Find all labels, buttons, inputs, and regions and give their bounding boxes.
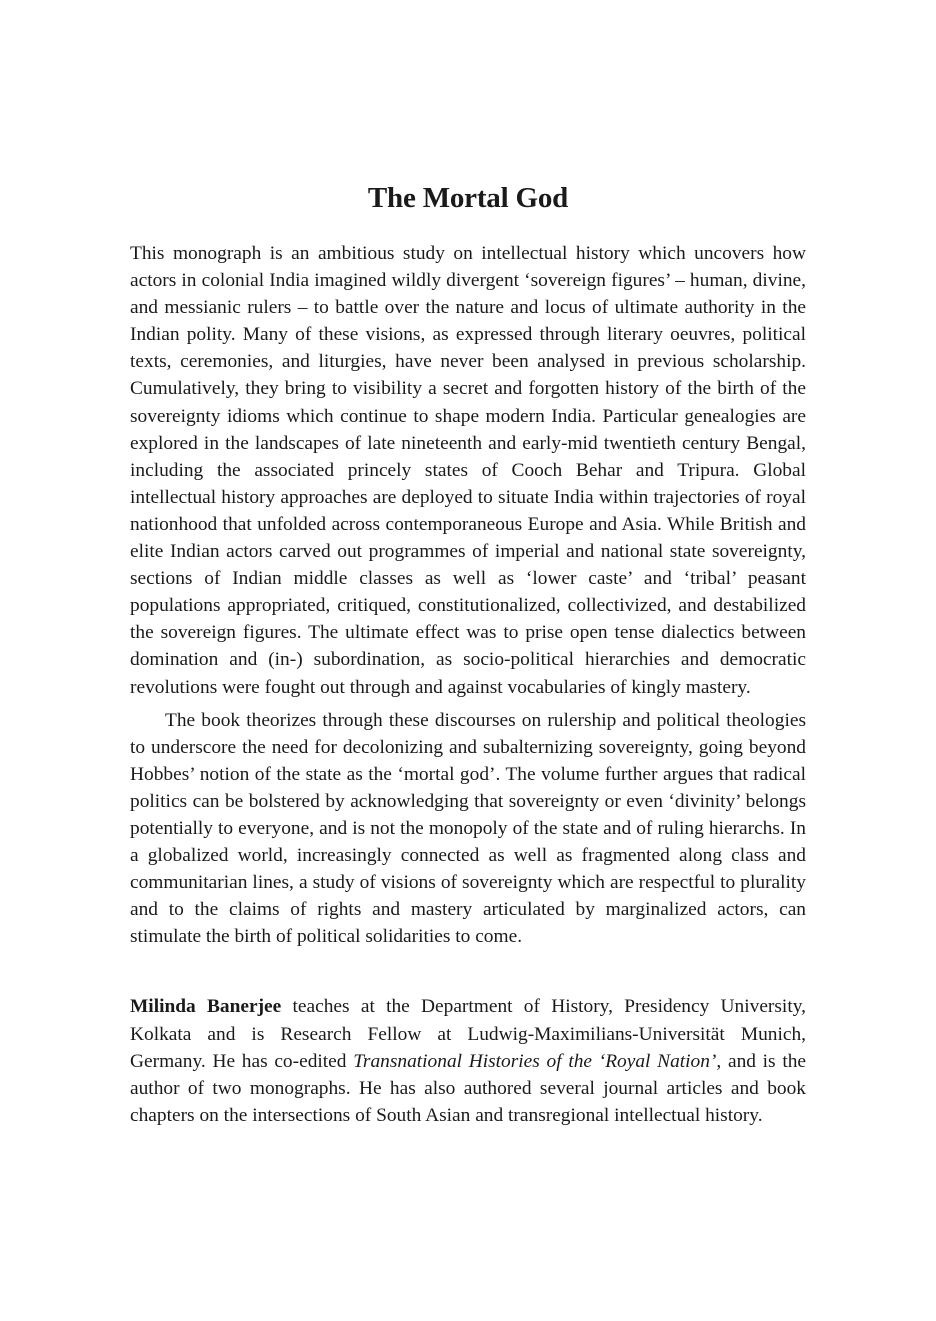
book-blurb <box>130 178 806 1129</box>
author-bio-text-1: teaches at the Department of History, Presidency University, Kolkata and is Research Fellow at Ludwig-Maximilians-Universität Munich, Germany. He has co-edited <box>130 996 806 1072</box>
book-title: The Mortal God <box>367 182 569 214</box>
author-bio-text-2: , and is the author of two monographs. He has also authored several journal articles and book chapters on the intersections of South Asian and transregional intellectual history. <box>130 1050 807 1126</box>
author-name: Milinda Banerjee <box>130 996 282 1018</box>
author-bio <box>130 993 806 1128</box>
edited-book-title: Transnational Histories of the ‘Royal Nation’ <box>353 1050 717 1072</box>
description-paragraph-2: The book theorizes through these discourses on rulership and political theologies to underscore the need for decolonizing and subalternizing sovereignty, going beyond Hobbes’ notion of the state as the ‘mortal god’. The volume further argues that radical politics can be bolstered by acknowledging that sovereignty or even ‘divinity’ belongs potentially to everyone, and is not the monopoly of the state and of ruling hierarchs. In a globalized world, increasingly connected as well as fragmented along class and communitarian lines, a study of visions of sovereignty which are respectful to plurality and to the claims of rights and mastery articulated by marginalized actors, can stimulate the birth of political solidarities to come. <box>130 709 806 948</box>
description-paragraph-1: This monograph is an ambitious study on intellectual history which uncovers how actors in colonial India imagined wildly divergent ‘sovereign figures’ – human, divine, and messianic rulers – to battle over the nature and locus of ultimate authority in the Indian polity. Many of these visions, as expressed through literary oeuvres, political texts, ceremonies, and liturgies, have never been analysed in previous scholarship. Cumulatively, they bring to visibility a secret and forgotten history of the birth of the sovereignty idioms which continue to shape modern India. Particular genealogies are explored in the landscapes of late nineteenth and early-mid twentieth century Bengal, including the associated princely states of Cooch Behar and Tripura. Global intellectual history approaches are deployed to situate India within trajectories of royal nationhood that unfolded across contemporaneous Europe and Asia. While British and elite Indian actors carved out programmes of imperial and national state sovereignty, sections of Indian middle classes as well as ‘lower caste’ and ‘tribal’ peasant populations appropriated, critiqued, constitutionalized, collectivized, and destabilized the sovereign figures. The ultimate effect was to prise open tense dialectics between domination and (in-) subordination, as socio-political hierarchies and democratic revolutions were fought out through and against vocabularies of kingly mastery. <box>130 243 806 698</box>
